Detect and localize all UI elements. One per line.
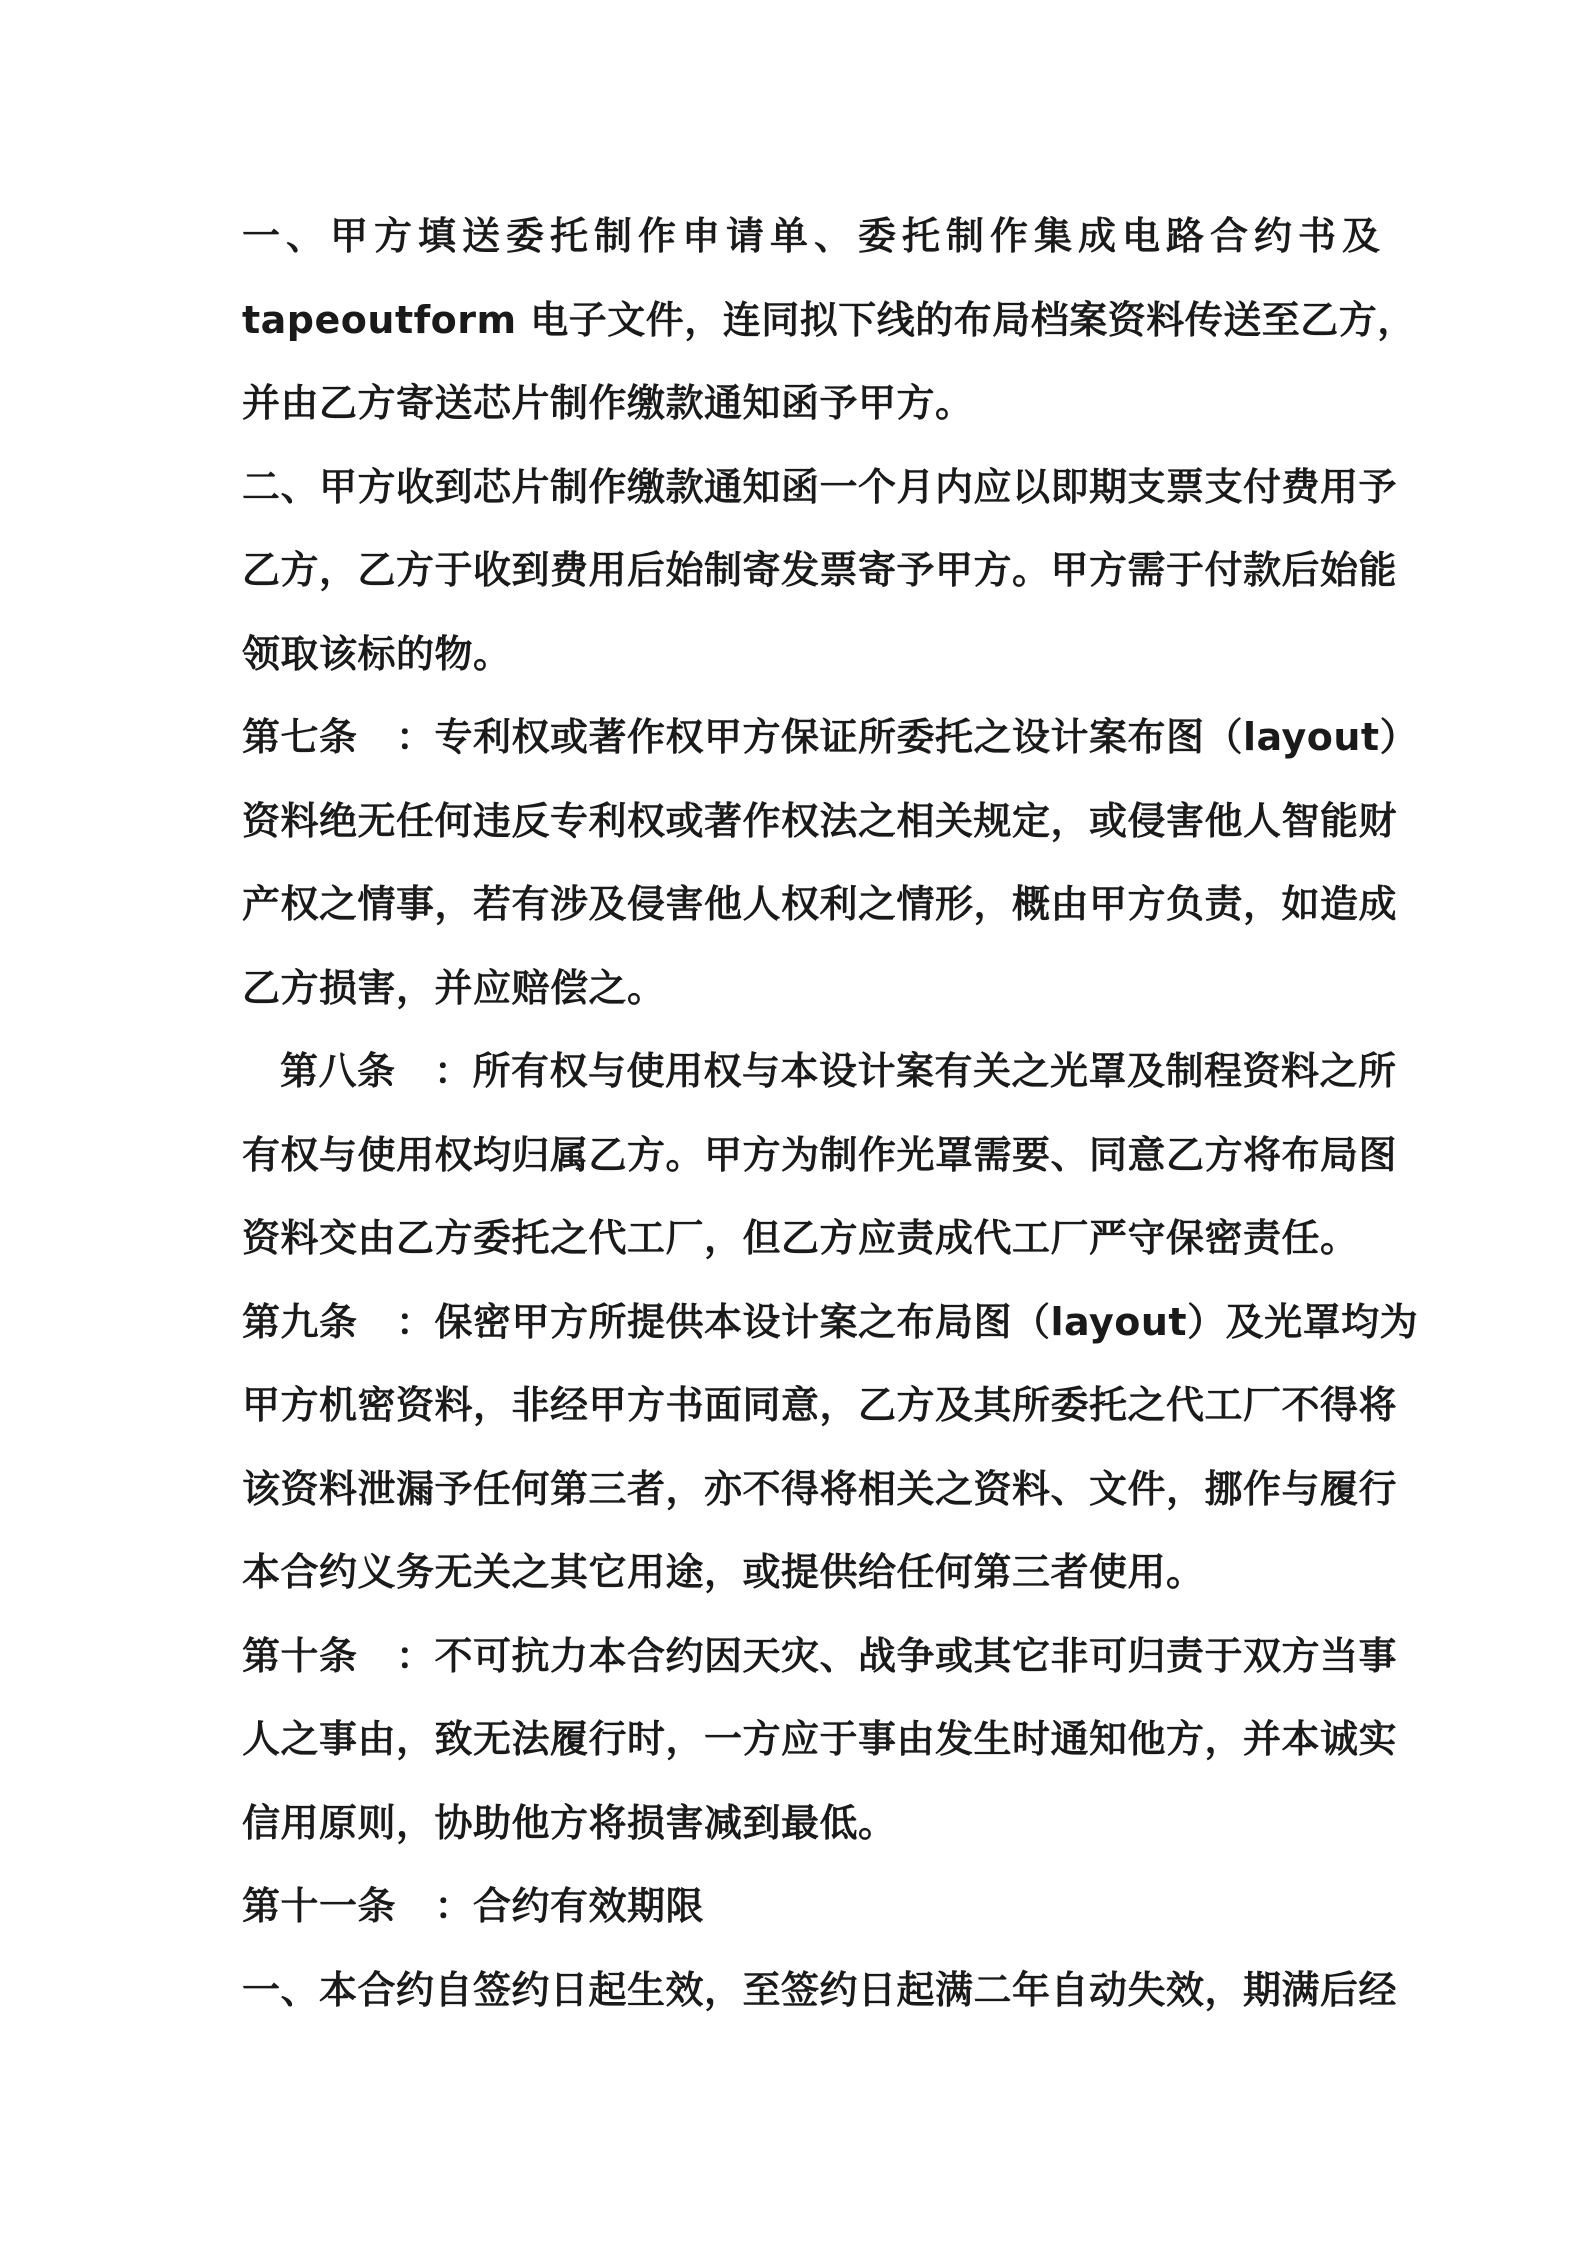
text-line: 甲方机密资料，非经甲方书面同意，乙方及其所委托之代工厂不得将: [242, 1383, 1398, 1427]
text-line: tapeoutform 电子文件，连同拟下线的布局档案资料传送至乙方，: [242, 297, 1416, 342]
contract-body: [242, 195, 1419, 2032]
text-line: 产权之情事，若有涉及侵害他人权利之情形，概由甲方负责，如造成: [242, 882, 1398, 926]
text-line: 资料交由乙方委托之代工厂，但乙方应责成代工厂严守保密责任。: [242, 1216, 1359, 1260]
text-line: 本合约义务无关之其它用途，或提供给任何第三者使用。: [242, 1550, 1205, 1594]
article-11-heading-line: 第十一条 ：合约有效期限: [242, 1884, 705, 1928]
text-line: 资料绝无任何违反专利权或著作权法之相关规定，或侵害他人智能财: [242, 798, 1398, 843]
text-line: 该资料泄漏予任何第三者，亦不得将相关之资料、文件，挪作与履行: [242, 1466, 1398, 1511]
text-line: 领取该标的物。: [242, 631, 512, 676]
text-line: 有权与使用权均归属乙方。甲方为制作光罩需要、同意乙方将布局图: [242, 1132, 1398, 1177]
text-line: 一、甲方填送委托制作申请单、委托制作集成电路合约书及: [242, 214, 1387, 258]
text-line: 人之事由，致无法履行时，一方应于事由发生时通知他方，并本诚实: [242, 1717, 1398, 1761]
text-line: 一、本合约自签约日起生效，至签约日起满二年自动失效，期满后经: [242, 1967, 1398, 2012]
text-line: 并由乙方寄送芯片制作缴款通知函予甲方。: [242, 381, 974, 425]
text-line: 乙方损害，并应赔偿之。: [242, 965, 666, 1010]
text-line: 乙方，乙方于收到费用后始制寄发票寄予甲方。甲方需于付款后始能: [242, 548, 1398, 592]
article-9-heading-line: 第九条 ：保密甲方所提供本设计案之布局图（layout）及光罩均为: [242, 1299, 1419, 1344]
article-8-heading-line: 第八条 ：所有权与使用权与本设计案有关之光罩及制程资料之所: [280, 1049, 1397, 1093]
text-line: 二、甲方收到芯片制作缴款通知函一个月内应以即期支票支付费用予: [242, 464, 1398, 509]
article-10-heading-line: 第十条 ：不可抗力本合约因天灾、战争或其它非可归责于双方当事: [242, 1633, 1398, 1678]
text-line: 信用原则，协助他方将损害减到最低。: [242, 1800, 897, 1845]
article-7-heading-line: 第七条 ：专利权或著作权甲方保证所委托之设计案布图（layout）: [242, 715, 1419, 759]
